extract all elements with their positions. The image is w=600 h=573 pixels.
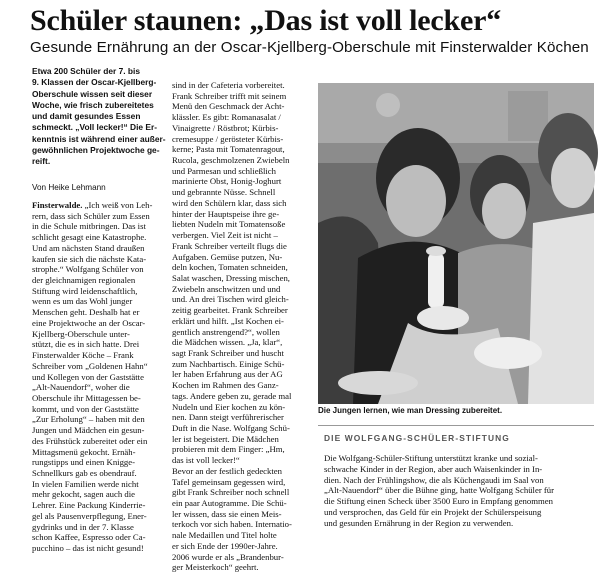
column-2-line: terkoch vor sich haben. Internatio- (172, 519, 292, 530)
column-2-line: deln kochen, Tomaten schneiden, (172, 262, 288, 273)
column-2-line: 2006 wurde er als „Brandenbur- (172, 551, 284, 562)
column-2-line: ger Meisterkoch“ geehrt. (172, 562, 259, 573)
column-1-line: rern, dass sich Schüler zum Essen (32, 210, 150, 221)
column-1-line: wenn es um das Wohl junger (32, 296, 133, 307)
column-2-line: erklärt und hilft. „Ist Kochen ei- (172, 315, 284, 326)
column-1-line: eine Projektwoche an der Oscar- (32, 317, 146, 328)
author-byline: Von Heike Lehmann (32, 183, 106, 192)
column-2-line: und Parmesan und schließlich (172, 165, 276, 176)
info-box-line: die Stiftung einen Scheck über 3500 Euro in Empfang genommen (324, 496, 553, 507)
info-box-line: dien. Nach der Frühlingshow, die als Küchengaudi im Saal von (324, 474, 544, 485)
column-1-line: Schnellkurs gab es obendrauf. (32, 467, 137, 478)
column-1-line: in die Schule mitbringen. Das ist (32, 221, 146, 232)
column-1-line: stützt, die es in sich hatte. Drei (32, 339, 140, 350)
lead-line: und damit gesundes Essen (32, 111, 141, 122)
column-1-line: In vielen Familien werde nicht (32, 478, 139, 489)
column-2-line: Tafel gemeinsam gegessen wird, (172, 476, 286, 487)
column-2-line: und gebrannte Nüsse. Schnell (172, 187, 276, 198)
info-box-line: „Alt-Nauendorf“ über die Bühne ging, hatte Wolfgang Schüler für (324, 485, 555, 496)
column-2-line: zum Nachbartisch. Einige Schü- (172, 358, 285, 369)
column-2-line: cremesuppe / gerösteter Kürbis- (172, 133, 284, 144)
column-2-line: wird den Schülern klar, dass sich (172, 197, 287, 208)
subheadline: Gesunde Ernährung an der Oscar-Kjellberg-Oberschule mit Finsterwalder Köchen (30, 39, 589, 56)
column-1-line: „Alt-Nauendorf“, woher die (32, 382, 130, 393)
lead-line: reift. (32, 156, 51, 167)
column-2-line: nale Medaillen und Titel holte (172, 530, 277, 541)
column-2-line: und. An drei Tischen wird gleich- (172, 294, 289, 305)
article-photo (318, 83, 594, 404)
column-2-line: ler haben Erfahrung aus der AG (172, 369, 283, 380)
column-1-line: strophe.“ Wolfgang Schüler von (32, 264, 144, 275)
column-1-line: Jungen und Mädchen ein gesun- (32, 425, 145, 436)
column-1-line: schon Kaffee, Espresso oder Ca- (32, 532, 146, 543)
column-1-line: mehr gekocht, sagen auch die (32, 489, 136, 500)
info-box-body (324, 453, 592, 529)
column-2-line: gibt Frank Schreiber noch schnell (172, 487, 290, 498)
column-1-line: und Kollegen von der Gaststätte (32, 371, 144, 382)
column-2-line: Frank Schreiber verteilt flugs die (172, 240, 287, 251)
column-2-line: er sich Ende der 1990er-Jahre. (172, 540, 278, 551)
info-box-divider (318, 425, 594, 426)
column-2-line: klässler. Es gibt: Romanasalat / (172, 112, 281, 123)
column-1-line: Und am nächsten Stand draußen (32, 242, 145, 253)
column-2-line: ler wissen, dass sie einen Meis- (172, 508, 282, 519)
headline: Schüler staunen: „Das ist voll lecker“ (30, 4, 502, 37)
column-2-line: verbergen. Viel Zeit ist nicht – (172, 230, 278, 241)
lead-line: Woche, wie frisch zubereitetes (32, 99, 154, 110)
column-2-line: Vinaigrette / Röstbrot; Kürbis- (172, 122, 279, 133)
info-box-line: und versprochen, das Geld für ein Projekt der Schülerspeisung (324, 506, 542, 517)
column-1-line: rungstipps und einen Knigge- (32, 457, 136, 468)
column-1-line: Kjellberg-Oberschule unter- (32, 328, 130, 339)
column-2-line: Aufgaben. Gemüse putzen, Nu- (172, 251, 283, 262)
column-2-line: liebten Nudeln mit Tomatensoße (172, 219, 286, 230)
column-1-line: des Frühstück zubereitet oder ein (32, 435, 148, 446)
column-2-line: sind in der Cafeteria vorbereitet. (172, 80, 285, 90)
column-2-line: Frank Schreiber trifft mit seinem (172, 90, 287, 101)
lead-line: Oberschule wissen seit dieser (32, 88, 153, 99)
column-2-line: marinierte Obst, Honig-Joghurt (172, 176, 282, 187)
column-1-line: gydrinks und in der 7. Klasse (32, 521, 134, 532)
column-2-line: ler ist begeistert. Die Mädchen (172, 433, 279, 444)
column-2-line: Nudeln und Eier kochen zu kön- (172, 401, 286, 412)
column-1-line: Stiftung wird leidenschaftlich, (32, 285, 138, 296)
info-box-line: und gesunden Ernährung in der Region zu verwenden. (324, 517, 514, 528)
lead-line: Etwa 200 Schüler der 7. bis (32, 66, 140, 76)
info-box-line: Die Wolfgang-Schüler-Stiftung unterstützt kranke und sozial- (324, 453, 538, 463)
column-1-line: Schreiber vom „Goldenen Hahn“ (32, 360, 148, 371)
lead-line: 9. Klassen der Oscar-Kjellberg- (32, 77, 157, 88)
dateline: Finsterwalde. (32, 200, 83, 210)
column-2-line: Zwiebeln anschwitzen und und (172, 283, 281, 294)
column-2-line: Duft in die Nase. Wolfgang Schü- (172, 423, 290, 433)
column-2-line: ein paar Autogramme. Die Schü- (172, 498, 287, 509)
column-1-line: der gleichnamigen regionalen (32, 275, 136, 286)
column-2-line: sagt Frank Schreiber und huscht (172, 347, 284, 358)
column-2-line: das ist voll lecker!“ (172, 455, 240, 466)
column-1-line: gel als Pausenverpflegung, Ener- (32, 510, 147, 521)
column-1-line: kaufen sie sich die nächste Kata- (32, 253, 147, 264)
lead-line: schmeckt. „Voll lecker!“ Die Er- (32, 122, 158, 133)
lead-line: gewöhnlichen Projektwoche ge- (32, 145, 160, 156)
column-2-line: Salat waschen, Dressing mischen, (172, 272, 290, 283)
column-1-line: Lehrer. Eine Packung Kinderrie- (32, 500, 146, 511)
column-1-line: Finsterwalder Köche – Frank (32, 350, 134, 361)
info-box-title: DIE WOLFGANG-SCHÜLER-STIFTUNG (324, 433, 510, 443)
column-1-line: „Zur Erholung“ – haben mit den (32, 414, 145, 425)
column-2-line: hinter der Hauptspeise ihre ge- (172, 208, 280, 219)
column-1-line: pucchino – das ist nicht gesund! (32, 543, 144, 553)
column-2-line: tags. Andere geben zu, gerade mal (172, 390, 292, 401)
column-2-line: Rucola, geschmolzenen Zwiebeln (172, 155, 290, 166)
column-2-line: die Mädchen wissen. „Ja, klar“, (172, 337, 283, 348)
photo-illustration (318, 83, 594, 404)
photo-caption: Die Jungen lernen, wie man Dressing zubereitet. (318, 406, 503, 415)
column-2-line: kerne; Pasta mit Tomatenragout, (172, 144, 285, 155)
lead-paragraph (32, 66, 166, 168)
column-2-line: gentlich anstrengend?“, wollen (172, 326, 280, 337)
column-1-line: Oberschule ihr Mittagessen be- (32, 392, 141, 403)
column-1-line: schlicht gesagt eine Katastrophe. (32, 232, 147, 243)
column-2-line: nen. Dann steigt verführerischer (172, 412, 284, 423)
column-1-line: Mittagsmenü gekocht. Ernäh- (32, 446, 136, 457)
article-column-1 (32, 200, 164, 554)
info-box-line: schwache Kinder in der Region, aber auch Waisenkinder in In- (324, 463, 543, 474)
column-2-line: zeitig gearbeitet. Frank Schreiber (172, 305, 288, 316)
lead-line: kenntnis ist während einer außer- (32, 133, 166, 144)
column-2-line: probieren mit dem Finger: „Hm, (172, 444, 285, 455)
column-2-line: Kochen im Rahmen des Ganz- (172, 380, 279, 391)
column-2-line: Menü den Geschmack der Acht- (172, 101, 285, 112)
column-1-line: kommt, und von der Gaststätte (32, 403, 139, 414)
column-1-line: Finsterwalde. „Ich weiß von Leh- (32, 200, 153, 210)
column-2-line: Bevor an der festlich gedeckten (172, 465, 282, 476)
article-column-2 (172, 80, 309, 573)
column-1-line: Menschen geht. Deshalb hat er (32, 307, 140, 318)
